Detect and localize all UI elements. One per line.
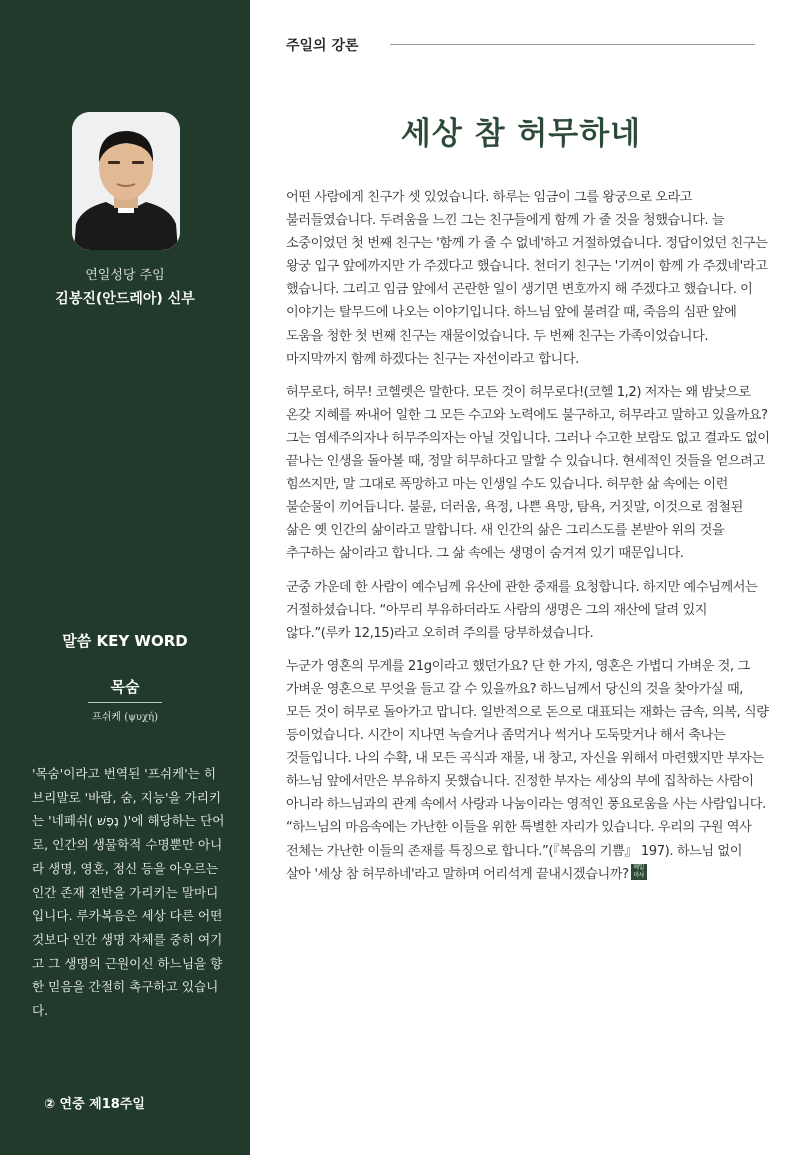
sidebar xyxy=(0,0,250,1155)
liturgical-sunday-label: ② 연중 제18주일 xyxy=(44,1097,145,1112)
header-divider xyxy=(390,44,755,45)
article-paragraph xyxy=(286,655,770,886)
article-paragraph: 허무로다, 허무! 코헬렛은 말한다. 모든 것이 허무로다!(코헬 1,2) 저자는 왜 밤낮으로 온갖 지혜를 짜내어 일한 그 모든 수고와 노력에도 불구하고, 허무라고 말하고 있을까요? 그는 염세주의자나 허무주의자는 아닐 것입니다. 그러나 수고한 보람도 없고 결과도 없이 끝나는 인생을 돌아볼 때, 정말 허무하다고 말할 수 있습니다. 현세적인 것들을 얻으려고 힘쓰지만, 말 그대로 폭망하고 마는 인생일 수도 있습니다. 허무한 삶 속에는 이런 불순물이 끼어듭니다. 불륜, 더러움, 욕정, 나쁜 욕망, 탐욕, 거짓말, 이것으로 점철된 삶은 옛 인간의 삶이라고 말합니다. 새 인간의 삶은 그리스도를 본받아 위의 것을 추구하는 삶이라고 합니다. 그 삶 속에는 생명이 숨겨져 있기 때문입니다. xyxy=(286,384,770,562)
end-mark-logo: 매일 미사 xyxy=(631,864,647,880)
keyword-heading: 말씀 KEY WORD xyxy=(62,632,188,650)
article-paragraph: 어떤 사람에게 친구가 셋 있었습니다. 하루는 임금이 그를 왕궁으로 오라고 불러들였습니다. 두려움을 느낀 그는 친구들에게 함께 가 줄 것을 청했습니다. 늘 소중이었던 첫 번째 친구는 '함께 가 줄 수 없네'하고 거절하였습니다. 정답이었던 친구는 왕궁 입구 앞에까지만 가 주겠다고 했습니다. 천더기 친구는 '기꺼이 함께 가 주겠네'라고 했습니다. 그리고 임금 앞에서 곤란한 일이 생기면 변호까지 해 주겠다고 했습니다. 이 이야기는 탈무드에 나오는 이야기입니다. 하느님 앞에 불려갈 때, 죽음의 심판 앞에 도움을 청한 첫 번째 친구는 재물이었습니다. 두 번째 친구는 가족이었습니다. 마지막까지 함께 하겠다는 친구는 자선이라고 합니다. xyxy=(286,190,768,367)
article-title: 세상 참 허무하네 xyxy=(400,116,642,152)
keyword-divider xyxy=(88,702,162,703)
keyword-reading: 프쉬케 (ψυχή) xyxy=(92,712,158,723)
author-church: 연일성당 주임 xyxy=(85,268,165,283)
section-label: 주일의 강론 xyxy=(286,38,359,54)
article-paragraph: 군중 가운데 한 사람이 예수님께 유산에 관한 중재를 요청합니다. 하지만 예수님께서는 거절하셨습니다. “아무리 부유하더라도 사람의 생명은 그의 재산에 달려 있지 않다.”(루카 12,15)라고 오히려 주의를 당부하셨습니다. xyxy=(286,579,758,641)
keyword-word: 목숨 xyxy=(110,678,140,696)
author-portrait xyxy=(72,112,180,250)
article-paragraph-text: 누군가 영혼의 무게를 21g이라고 했던가요? 단 한 가지, 영혼은 가볍디 가벼운 것, 그 가벼운 영혼으로 무엇을 들고 갈 수 있을까요? 하느님께서 당신의 것을 찾아가실 때, 모든 것이 허무로 돌아가고 맙니다. 일반적으로 돈으로 대표되는 재화는 금속, 의복, 식량 등이었습니다. 시간이 지나면 녹슬거나 좀먹거나 썩거나 도둑맞거나 해서 축나는 것들입니다. 나의 수확, 내 모든 곡식과 재물, 내 창고, 자신을 위해서 마련했지만 부자는 하느님 앞에서만은 부유하지 못했습니다. 진정한 부자는 세상의 부에 집착하는 사람이 아니라 하느님과의 관계 속에서 사랑과 나눔이라는 영적인 풍요로움을 사는 사람입니다. “하느님의 마음속에는 가난한 이들을 위한 특별한 자리가 있습니다. 우리의 구원 역사 전체는 가난한 이들의 존재를 특징으로 합니다.”(『복음의 기쁨』 197). 하느님 없이 살아 '세상 참 허무하네'라고 말하며 어리석게 끝내시겠습니까? xyxy=(286,658,769,882)
author-name: 김봉진(안드레아) 신부 xyxy=(55,291,195,307)
keyword-description: '목숨'이라고 번역된 '프쉬케'는 히브리말로 '바람, 숨, 지능'을 가리키는 '네페쉬( נֶפֶשׁ )'에 해당하는 단어로, 인간의 생물학적 수명뿐만 아니라 생명, 영혼, 정신 등을 아우르는 인간 존재 전반을 가리키는 말마디입니다. 루카복음은 세상 다른 어떤 것보다 인간 생명 자체를 중히 여기고 그 생명의 근원이신 하느님을 향한 믿음을 간절히 촉구하고 있습니다. xyxy=(32,766,225,1019)
article-body xyxy=(286,186,770,896)
